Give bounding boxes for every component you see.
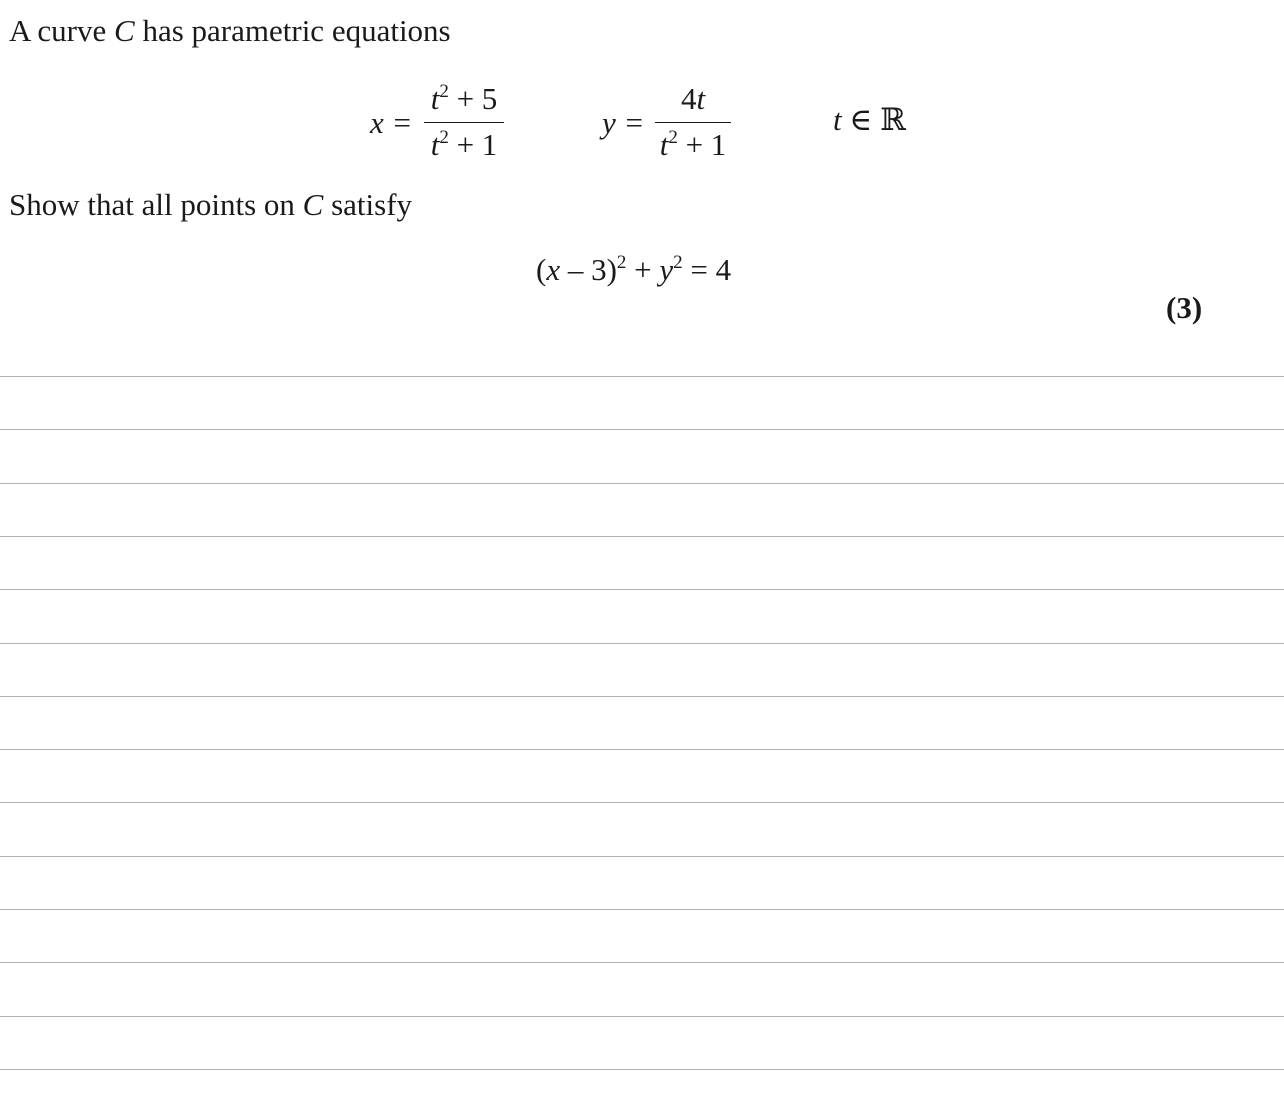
answer-line bbox=[0, 962, 1284, 963]
answer-line bbox=[0, 643, 1284, 644]
answer-line bbox=[0, 802, 1284, 803]
answer-line bbox=[0, 696, 1284, 697]
answer-line bbox=[0, 909, 1284, 910]
answer-line bbox=[0, 749, 1284, 750]
answer-line bbox=[0, 429, 1284, 430]
answer-line bbox=[0, 1069, 1284, 1070]
answer-line bbox=[0, 856, 1284, 857]
marks-label: (3) bbox=[1166, 290, 1203, 325]
y-denominator: $t^2 + 1$ bbox=[659, 127, 727, 162]
x-fraction-bar bbox=[424, 122, 504, 123]
y-numerator: 4t bbox=[680, 81, 706, 116]
x-fraction bbox=[424, 83, 504, 160]
y-equation-lhs: y = bbox=[602, 105, 645, 140]
x-equation-lhs: x = bbox=[370, 105, 413, 140]
answer-line bbox=[0, 376, 1284, 377]
x-numerator: $t^2 + 5$ bbox=[430, 81, 498, 116]
x-denominator: $t^2 + 1$ bbox=[430, 127, 498, 162]
answer-line bbox=[0, 589, 1284, 590]
target-equation: $(x - 3)^2 + y^2 = 4$ bbox=[536, 252, 732, 287]
y-fraction bbox=[655, 83, 731, 160]
answer-line bbox=[0, 536, 1284, 537]
answer-line bbox=[0, 1016, 1284, 1017]
question-intro: A curve C has parametric equations bbox=[9, 13, 451, 48]
answer-line bbox=[0, 483, 1284, 484]
y-fraction-bar bbox=[655, 122, 731, 123]
question-instruction: Show that all points on C satisfy bbox=[9, 187, 413, 222]
curve-symbol: C bbox=[114, 13, 135, 48]
parameter-domain: t ∈ ℝ bbox=[833, 102, 906, 137]
